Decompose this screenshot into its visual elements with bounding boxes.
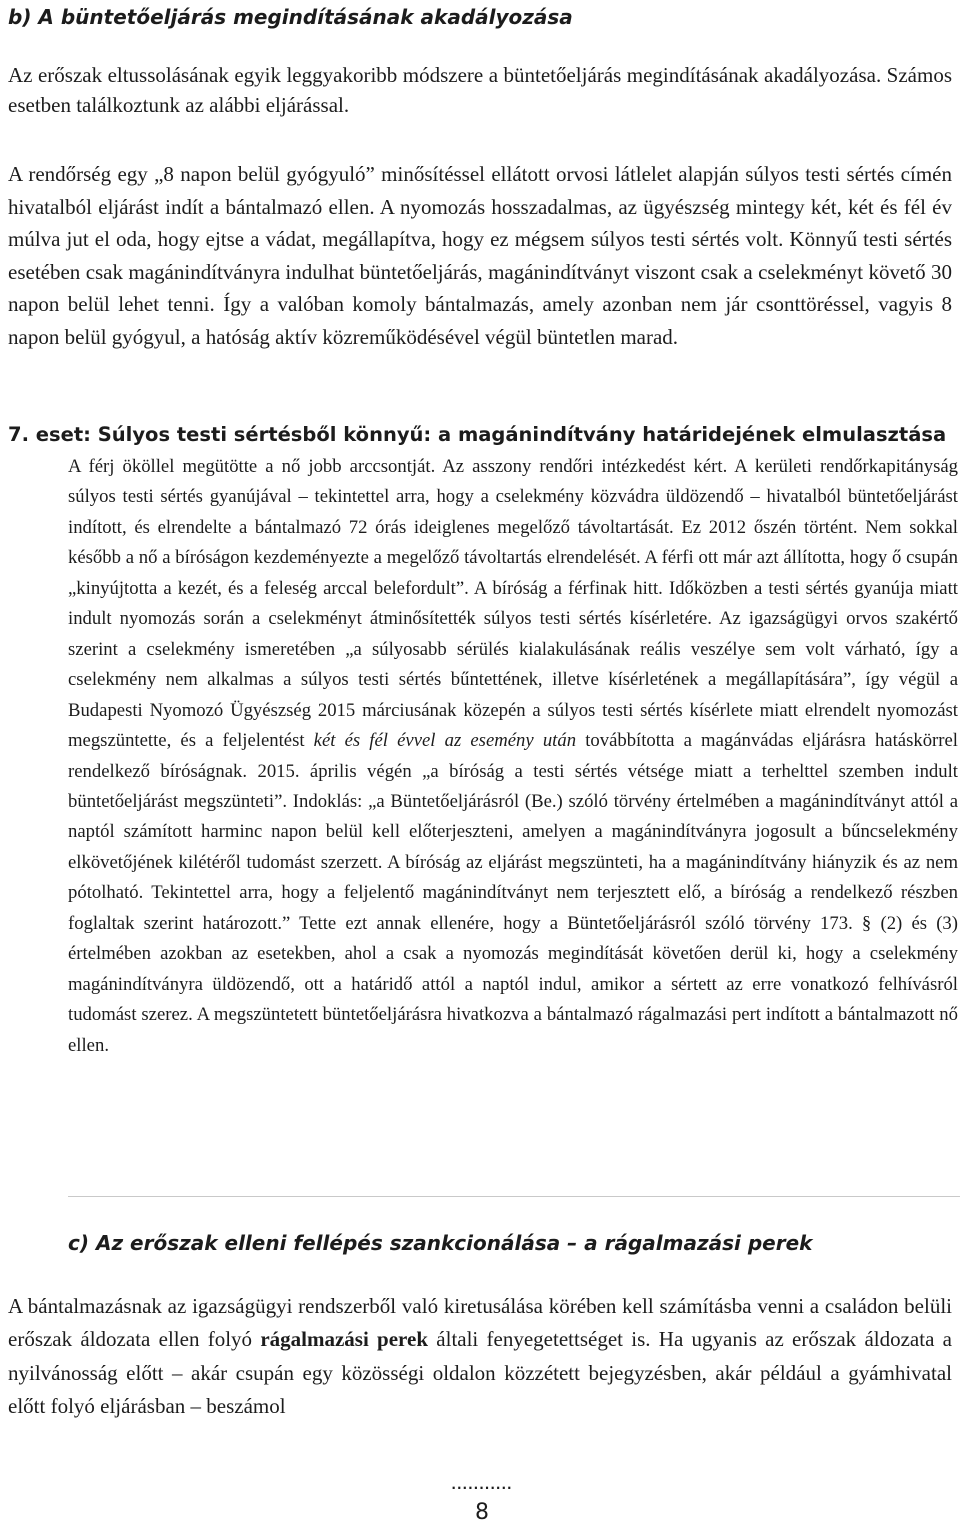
section-b-heading: b) A büntetőeljárás megindításának akadályozása [8,5,573,29]
case-7-italic-emphasis: két és fél évvel az esemény után [313,730,577,752]
section-b-paragraph-2: A rendőrség egy „8 napon belül gyógyuló” minősítéssel ellátott orvosi látlelet alapján súlyos testi sértés címén hivatalból eljárást indít a bántalmazó ellen. A nyomozás hosszadalmas, az ügyészség mintegy két, két és fél év múlva jut el oda, hogy ejtse a vádat, megállapítva, hogy ez mégsem súlyos testi sértés volt. Könnyű testi sértés esetében csak magánindítványra indulhat büntetőeljárás, magánindítványt viszont csak a cselekményt követő 30 napon belül lehet tenni. Így a valóban komoly bántalmazás, amely azonban nem jár csonttöréssel, vagyis 8 napon belül gyógyul, a hatóság aktív közreműködésével végül büntetlen marad. [8,162,952,349]
section-b-paragraph-1: Az erőszak eltussolásának egyik leggyakoribb módszere a büntetőeljárás megindításának akadályozása. Számos esetben találkoztunk az alábbi eljárással. [8,63,952,117]
page-number: 8 [475,1500,489,1525]
case-divider-line [68,1196,960,1197]
case-7-text-part-1: A férj ököllel megütötte a nő jobb arccsontját. Az asszony rendőri intézkedést kért. A kerületi rendőrkapitányság súlyos testi sértés gyanújával – tekintettel arra, hogy a cselekmény közvádra üldözendő – hivatalból büntetőeljárást indított, és elrendelte a bántalmazó 72 órás ideiglenes megelőző távoltartását. Ez 2012 őszén történt. Nem sokkal később a nő a bíróságon kezdeményezte a megelőző távoltartás elrendelését. A férfi ott már azt állította, hogy ő csupán „kinyújtotta a kezét, és a feleség arccal belefordult”. A bíróság a férfinak hitt. Időközben a testi sértés gyanúja miatt indult nyomozás során a cselekményt átminősítették súlyos testi sértés kísérletére. Az igazságügyi orvos szakértő szerint a cselekmény ismeretében „a súlyosabb sérülés kialakulásának reális veszélye sem volt várható, így a cselekmény nem alkalmas a súlyos testi sértés bűntettének, illetve kísérletének a megállapítására”, így végül a Budapesti Nyomozó Ügyészség 2015 márciusának közepén a súlyos testi sértés kísérlete miatt elrendelt nyomozást megszüntette, és a feljelentést [68,456,958,752]
section-c-text-part-1: A bántalmazásnak az igazságügyi rendszerből való kiretusálása körében kell számításba venni a családon belüli erőszak áldozata ellen folyó [8,1294,952,1352]
section-c-text-part-2: általi fenyegetettséget is. Ha ugyanis az erőszak áldozata a nyilvánosság előtt – akár csupán egy közösségi oldalon közzétett bejegyzésben, akár például a gyámhivatal előtt folyó eljárásban – beszámol [8,1327,952,1419]
case-7-title: 7. eset: Súlyos testi sértésből könnyű: a magánindítvány határidejének elmulasztása [8,423,947,446]
section-c-heading: c) Az erőszak elleni fellépés szankcionálása – a rágalmazási perek [68,1231,813,1255]
case-7-text-part-2: továbbította a magánvádas eljárásra hatáskörrel rendelkező bíróságnak. 2015. április végén „a bíróság a testi sértés vétsége miatt a terhelttel szemben indult büntetőeljárást megszünteti”. Indoklás: „a Büntetőeljárásról (Be.) szóló törvény értelmében a magánindítványt attól a naptól számított harminc napon belül kell előterjeszteni, amelyen a magánindítványra jogosult a bűncselekmény elkövetőjének kilétéről tudomást szerzett. A bíróság az eljárást megszünteti, ha a magánindítvány hiányzik és az nem pótolható. Tekintettel arra, hogy a feljelentő magánindítványt nem terjesztett elő, a bíróság a rendelkező részben foglaltak szerint határozott.” Tette ezt annak ellenére, hogy a Büntetőeljárásról szóló törvény 173. § (2) és (3) értelmében azokban az esetekben, ahol a csak a nyomozás megindítását követően derül ki, hogy a cselekmény magánindítványra üldözendő, ott a határidő attól a naptól indul, amikor a sértett az erre vonatkozó felhívásról tudomást szerez. A megszüntetett büntetőeljárásra hivatkozva a bántalmazó rágalmazási pert indított a bántalmazott nő ellen. [68,730,958,1056]
section-c-bold-emphasis: rágalmazási perek [260,1327,429,1352]
case-7-body [68,452,958,1061]
page-number-dots: ........... [451,1478,513,1492]
section-c-paragraph [8,1290,952,1424]
